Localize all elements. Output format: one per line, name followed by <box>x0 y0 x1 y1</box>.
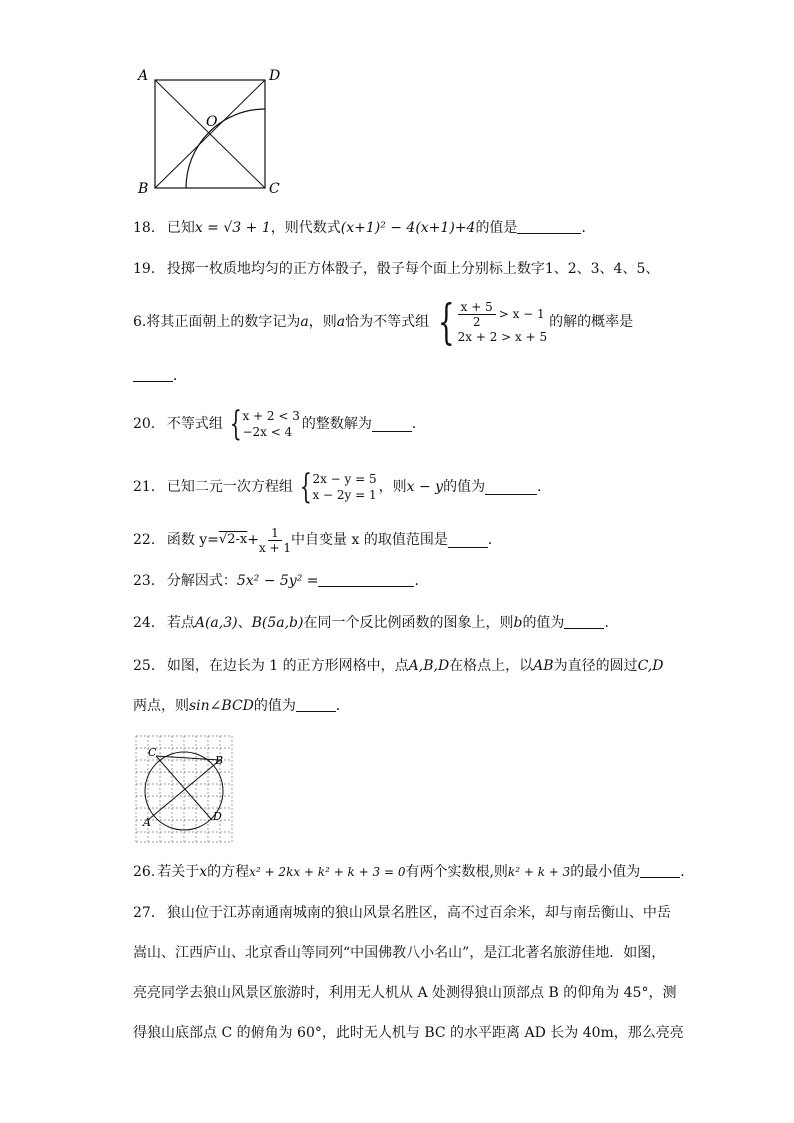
q26-text3: 有两个实数根,则 <box>405 864 508 880</box>
q19-line2-d: 的解的概率是 <box>549 314 634 330</box>
q23-end: ． <box>414 573 429 589</box>
q24-end: ． <box>604 615 619 631</box>
q21-end: ． <box>537 479 552 495</box>
q22-frac-den: x + 1 <box>258 540 292 555</box>
q20-text1: 不等式组 <box>166 416 223 432</box>
q21-eq2: x − 2y = 1 <box>312 488 377 502</box>
q24-point-a: A(a,3) <box>194 615 238 631</box>
q24-text2: 在同一个反比例函数的图象上，则 <box>303 615 514 631</box>
q27-line3: 亮亮同学去狼山风景区旅游时，利用无人机从 A 处测得狼山顶部点 B 的仰角为 45°，测 <box>133 985 677 1001</box>
question-18 <box>133 218 595 238</box>
grid-label-d: D <box>213 810 222 823</box>
q21-number: 21． <box>133 479 165 495</box>
q22-end: ． <box>487 532 502 548</box>
q19-ineq1-rhs: > x − 1 <box>498 307 545 321</box>
q27-line4: 得狼山底部点 C 的俯角为 60°，此时无人机与 BC 的水平距离 AD 长为 40m，那么亮亮 <box>133 1025 684 1041</box>
q25-line2-a: 两点，则 <box>133 698 189 714</box>
q26-text4: 的最小值为 <box>570 864 641 880</box>
question-20 <box>133 404 426 444</box>
q19-line1: 投掷一枚质地均匀的正方体骰子，骰子每个面上分别标上数字1、2、3、4、5、 <box>166 261 660 277</box>
q19-end: ． <box>173 368 187 384</box>
q26-text2: 的方程 <box>207 864 250 880</box>
question-27-line3 <box>133 983 676 1003</box>
q22-number: 22． <box>133 532 165 548</box>
q20-end: ． <box>411 416 426 432</box>
q21-expr: x − y <box>406 479 444 495</box>
question-21 <box>133 467 551 507</box>
q26-end: ． <box>680 864 695 880</box>
q27-line1: 狼山位于江苏南通南城南的狼山风景名胜区，高不过百余米，却与南岳衡山、中岳 <box>166 905 671 921</box>
q27-number: 27． <box>133 905 165 921</box>
q20-answer-blank[interactable] <box>372 417 412 432</box>
q18-end: ． <box>581 220 596 236</box>
q24-sep: 、 <box>237 615 252 631</box>
q25-line1-b: 在格点上，以 <box>449 658 534 674</box>
question-19-line2 <box>133 296 633 348</box>
q24-var: b <box>513 615 523 631</box>
q19-line2-a: 6.将其正面朝上的数字记为 <box>133 314 301 330</box>
question-22 <box>133 522 502 558</box>
q19-var-a2: a <box>336 314 346 330</box>
circle <box>145 752 223 830</box>
question-24 <box>133 613 618 633</box>
q25-line1-c: 为直径的圆过 <box>553 658 638 674</box>
q26-text1: 若关于 <box>157 864 200 880</box>
question-19-line1 <box>133 259 659 279</box>
q22-plus: + <box>247 532 259 548</box>
q22-fraction <box>259 526 291 555</box>
q25-line1-a: 如图，在边长为 1 的正方形网格中，点 <box>166 658 409 674</box>
q18-text1: 已知 <box>166 220 195 236</box>
chord-cb <box>156 756 220 760</box>
q25-pts: A,B,D <box>408 658 450 674</box>
q26-expr: k² + k + 3 <box>507 865 571 879</box>
grid-label-a: A <box>143 816 151 829</box>
q19-inequality-system <box>431 294 548 350</box>
q26-answer-blank[interactable] <box>640 863 680 878</box>
square-diagram <box>130 66 290 196</box>
label-b: B <box>138 181 149 197</box>
grid-circle-diagram <box>134 734 234 844</box>
q18-expr: (x+1)² − 4(x+1)+4 <box>340 220 476 236</box>
q20-inequality-system <box>225 404 300 444</box>
q22-text1: 函数 y= <box>166 532 219 548</box>
q20-number: 20． <box>133 416 165 432</box>
q21-text2: ，则 <box>378 479 407 495</box>
q22-text2: 中自变量 x 的取值范围是 <box>291 532 448 548</box>
q20-ineq2: −2x < 4 <box>242 425 293 439</box>
q26-x: x <box>199 864 208 880</box>
q25-answer-blank[interactable] <box>296 697 336 712</box>
q22-frac-num: 1 <box>268 526 282 541</box>
q19-line2-c: 恰为不等式组 <box>345 314 430 330</box>
question-25-line2 <box>133 696 350 716</box>
left-brace-icon: { <box>437 294 455 350</box>
q19-frac-num: x + 5 <box>458 300 496 315</box>
q22-sqrt: √2-x <box>218 532 248 547</box>
q21-text1: 已知二元一次方程组 <box>166 479 293 495</box>
q23-expr: 5x² − 5y² = <box>236 573 319 589</box>
q27-line2: 嵩山、江西庐山、北京香山等同列“中国佛教八小名山”，是江北著名旅游佳地．如图， <box>133 945 666 961</box>
question-26 <box>133 862 694 882</box>
q25-end: ． <box>335 698 350 714</box>
q19-number: 19． <box>133 261 165 277</box>
label-c: C <box>269 181 280 197</box>
q24-text3: 的值为 <box>522 615 565 631</box>
q21-text3: 的值为 <box>443 479 486 495</box>
left-brace-icon: { <box>299 467 312 507</box>
q18-number: 18． <box>133 220 165 236</box>
q23-number: 23． <box>133 573 165 589</box>
q18-given: x = √3 + 1 <box>194 220 271 236</box>
q18-text3: 的值是 <box>475 220 518 236</box>
q25-sin: sin∠BCD <box>189 698 254 714</box>
question-27-line4 <box>133 1023 684 1043</box>
q24-number: 24． <box>133 615 165 631</box>
q26-number: 26. <box>133 864 156 880</box>
q21-equation-system <box>295 467 377 507</box>
q20-ineq1: x + 2 < 3 <box>242 409 300 423</box>
q19-line2-b: ，则 <box>308 314 337 330</box>
left-brace-icon: { <box>229 404 242 444</box>
q25-cd: C,D <box>637 658 664 674</box>
q24-text1: 若点 <box>166 615 195 631</box>
q23-text1: 分解因式： <box>166 573 237 589</box>
q24-point-b: B(5a,b) <box>251 615 304 631</box>
question-19-line3 <box>133 366 187 386</box>
q22-answer-blank[interactable] <box>448 533 488 548</box>
q25-ab: AB <box>533 658 554 674</box>
q23-answer-blank[interactable] <box>318 572 414 587</box>
q19-ineq2: 2x + 2 > x + 5 <box>457 329 548 344</box>
q21-eq1: 2x − y = 5 <box>312 472 377 486</box>
label-a: A <box>138 68 149 84</box>
q21-answer-blank[interactable] <box>485 480 537 495</box>
q20-text2: 的整数解为 <box>301 416 372 432</box>
label-d: D <box>269 68 281 84</box>
q18-text2: ，则代数式 <box>270 220 341 236</box>
label-o: O <box>206 114 218 130</box>
q25-line2-b: 的值为 <box>253 698 296 714</box>
question-27-line1 <box>133 903 671 923</box>
q19-var-a: a <box>300 314 309 330</box>
q19-answer-blank[interactable] <box>133 367 173 382</box>
question-23 <box>133 571 428 591</box>
grid-label-b: B <box>215 754 224 767</box>
q24-answer-blank[interactable] <box>564 614 604 629</box>
grid-label-c: C <box>148 746 157 759</box>
question-25-line1 <box>133 656 663 676</box>
q19-frac-den: 2 <box>472 314 481 329</box>
q26-eq: x² + 2kx + k² + k + 3 = 0 <box>249 865 406 879</box>
q18-answer-blank[interactable] <box>517 219 581 234</box>
q25-number: 25． <box>133 658 165 674</box>
question-27-line2 <box>133 943 665 963</box>
